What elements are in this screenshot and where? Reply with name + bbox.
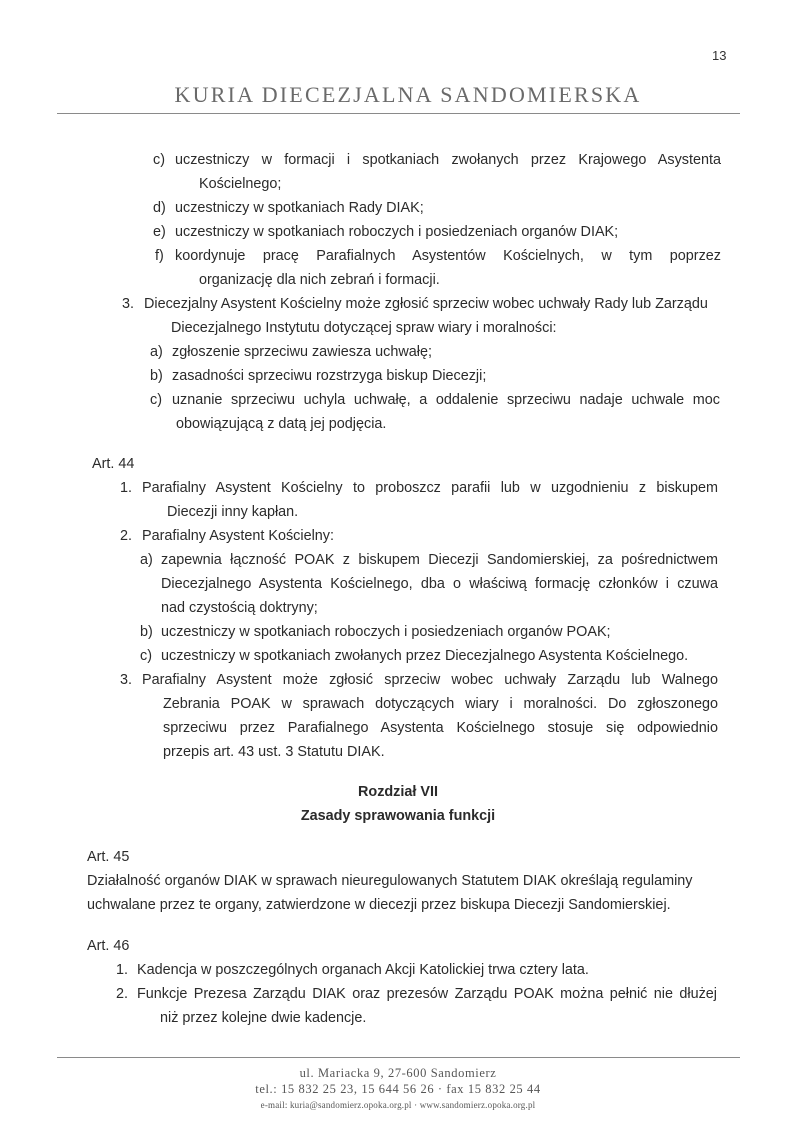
footer-divider: [57, 1057, 740, 1058]
list-label: c): [140, 648, 152, 664]
list-label: a): [140, 552, 153, 568]
list-item-text: zapewnia łączność POAK z biskupem Diecezji Sandomierskiej, za pośrednictwem: [161, 552, 718, 568]
list-item-text: Parafialny Asystent może zgłosić sprzeciw wobec uchwały Zarządu lub Walnego: [142, 672, 718, 688]
list-item-text: Diecezjalny Asystent Kościelny może zgłosić sprzeciw wobec uchwały Rady lub Zarządu: [144, 296, 708, 312]
article-heading: Art. 45: [87, 849, 130, 865]
list-item-text: uznanie sprzeciwu uchyla uchwałę, a oddalenie sprzeciwu nadaje uchwale moc: [172, 392, 720, 408]
list-label: a): [150, 344, 163, 360]
letterhead-title: KURIA DIECEZJALNA SANDOMIERSKA: [174, 82, 642, 107]
list-label: e): [153, 224, 166, 240]
article-heading: Art. 44: [92, 456, 135, 472]
list-item-text: Kadencja w poszczególnych organach Akcji Katolickiej trwa cztery lata.: [137, 962, 589, 978]
paragraph-text: uchwalane przez te organy, zatwierdzone w diecezji przez biskupa Diecezji Sandomierskiej.: [87, 897, 671, 913]
footer-phone: tel.: 15 832 25 23, 15 644 56 26 · fax 15 832 25 44: [255, 1082, 541, 1096]
list-item-text: organizację dla nich zebrań i formacji.: [199, 272, 440, 288]
list-item-text: Parafialny Asystent Kościelny to proboszcz parafii lub w uzgodnieniu z biskupem: [142, 480, 718, 496]
list-item-text: uczestniczy w formacji i spotkaniach zwołanych przez Krajowego Asystenta: [175, 152, 721, 168]
list-item-text: Parafialny Asystent Kościelny:: [142, 528, 334, 544]
list-item-text: sprzeciwu przez Parafialnego Asystenta Kościelnego stosuje się odpowiednio: [163, 720, 718, 736]
list-item-text: uczestniczy w spotkaniach roboczych i posiedzeniach organów POAK;: [161, 624, 611, 640]
list-label: b): [150, 368, 163, 384]
list-label: b): [140, 624, 153, 640]
chapter-number: Rozdział VII: [358, 784, 438, 800]
list-item-text: zasadności sprzeciwu rozstrzyga biskup Diecezji;: [172, 368, 487, 384]
list-label: 2.: [116, 986, 129, 1002]
list-label: 2.: [120, 528, 133, 544]
list-label: c): [150, 392, 162, 408]
list-item-text: przepis art. 43 ust. 3 Statutu DIAK.: [163, 744, 385, 760]
list-item-text: uczestniczy w spotkaniach roboczych i posiedzeniach organów DIAK;: [175, 224, 619, 240]
list-item-text: Diecezjalnego Asystenta Kościelnego, dba o właściwą formację członków i czuwa: [161, 576, 718, 592]
list-item-text: obowiązującą z datą jej podjęcia.: [176, 416, 387, 432]
header-divider: [57, 113, 740, 114]
list-label: c): [153, 152, 165, 168]
list-item-text: Diecezjalnego Instytutu dotyczącej spraw wiary i moralności:: [171, 320, 557, 336]
list-item-text: Funkcje Prezesa Zarządu DIAK oraz prezesów Zarządu POAK można pełnić nie dłużej: [137, 986, 717, 1002]
list-label: d): [153, 200, 166, 216]
list-label: 1.: [116, 962, 129, 978]
list-item-text: Kościelnego;: [199, 176, 282, 192]
list-label: 3.: [120, 672, 133, 688]
chapter-title: Zasady sprawowania funkcji: [300, 808, 496, 824]
footer-contact: e-mail: kuria@sandomierz.opoka.org.pl · www.sandomierz.opoka.org.pl: [260, 1100, 536, 1110]
list-item-text: Diecezji inny kapłan.: [167, 504, 299, 520]
list-item-text: nad czystością doktryny;: [161, 600, 318, 616]
list-item-text: koordynuje pracę Parafialnych Asystentów Kościelnych, w tym poprzez: [175, 248, 721, 264]
list-item-text: niż przez kolejne dwie kadencje.: [160, 1010, 367, 1026]
list-label: 3.: [122, 296, 135, 312]
list-item-text: zgłoszenie sprzeciwu zawiesza uchwałę;: [172, 344, 432, 360]
list-item-text: Zebrania POAK w sprawach dotyczących wiary i moralności. Do zgłoszonego: [163, 696, 718, 712]
list-label: f): [155, 248, 164, 264]
paragraph-text: Działalność organów DIAK w sprawach nieuregulowanych Statutem DIAK określają regulaminy: [87, 873, 693, 889]
page-number: 13: [712, 48, 727, 63]
footer-address: ul. Mariacka 9, 27-600 Sandomierz: [299, 1066, 497, 1080]
list-label: 1.: [120, 480, 133, 496]
list-item-text: uczestniczy w spotkaniach Rady DIAK;: [175, 200, 424, 216]
list-item-text: uczestniczy w spotkaniach zwołanych przez Diecezjalnego Asystenta Kościelnego.: [161, 648, 689, 664]
article-heading: Art. 46: [87, 938, 130, 954]
